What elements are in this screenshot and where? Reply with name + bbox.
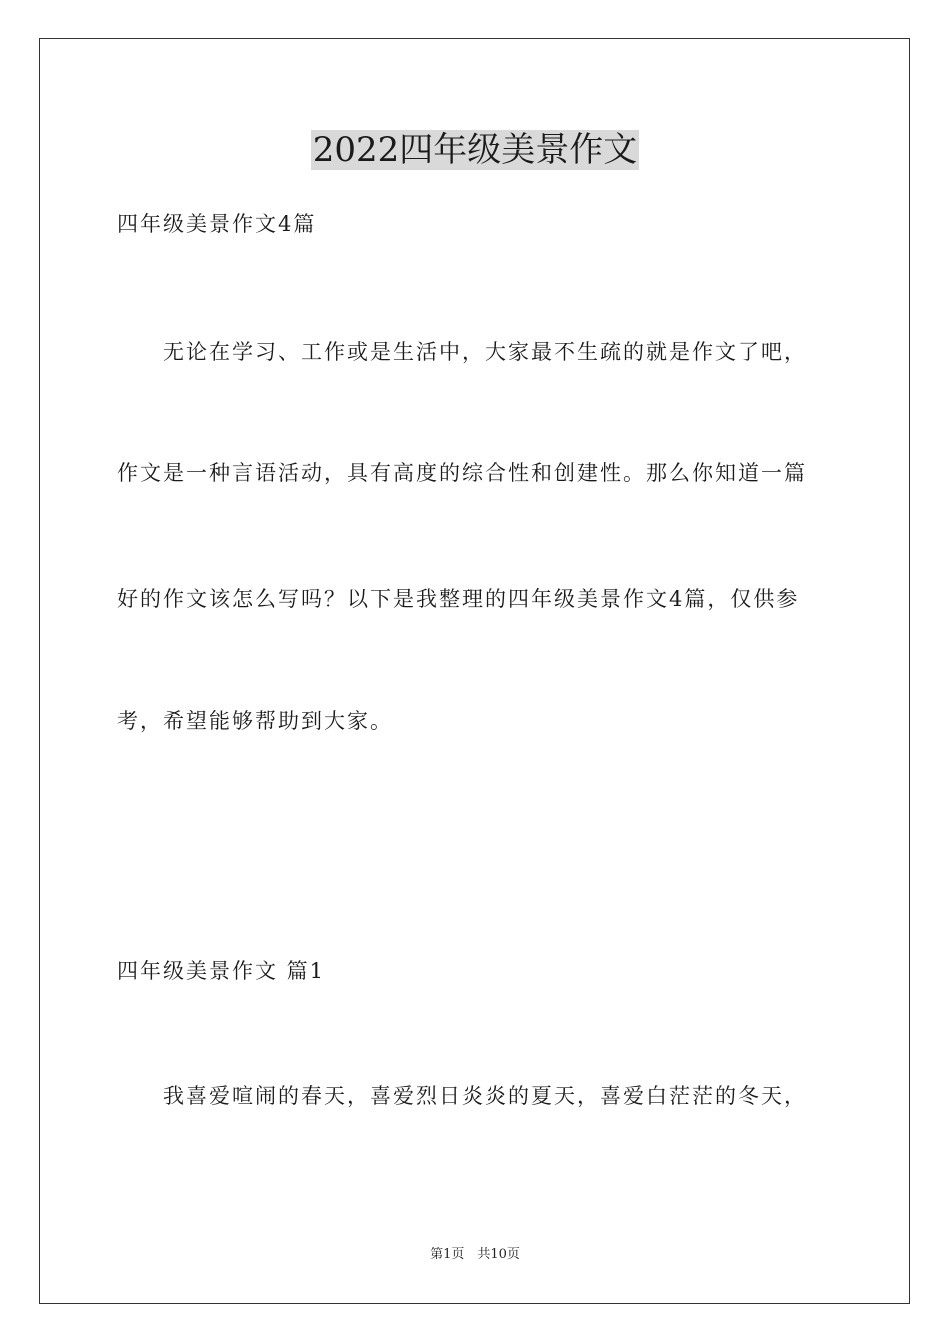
- section-heading: 四年级美景作文 篇1: [117, 959, 326, 983]
- page-footer: 第1页 共10页: [430, 1247, 520, 1262]
- intro-line-3: 好的作文该怎么写吗？以下是我整理的四年级美景作文4篇，仅供参: [117, 587, 800, 611]
- intro-line-4: 考，希望能够帮助到大家。: [117, 709, 393, 733]
- document-title: [0, 128, 950, 172]
- intro-line-2: 作文是一种言语活动，具有高度的综合性和创建性。那么你知道一篇: [117, 461, 807, 485]
- document-title-text: 2022四年级美景作文: [312, 130, 638, 170]
- section-line-1: 我喜爱喧闹的春天，喜爱烈日炎炎的夏天，喜爱白茫茫的冬天，: [163, 1084, 807, 1108]
- intro-line-1: 无论在学习、工作或是生活中，大家最不生疏的就是作文了吧，: [163, 340, 807, 364]
- subtitle: 四年级美景作文4篇: [117, 212, 317, 236]
